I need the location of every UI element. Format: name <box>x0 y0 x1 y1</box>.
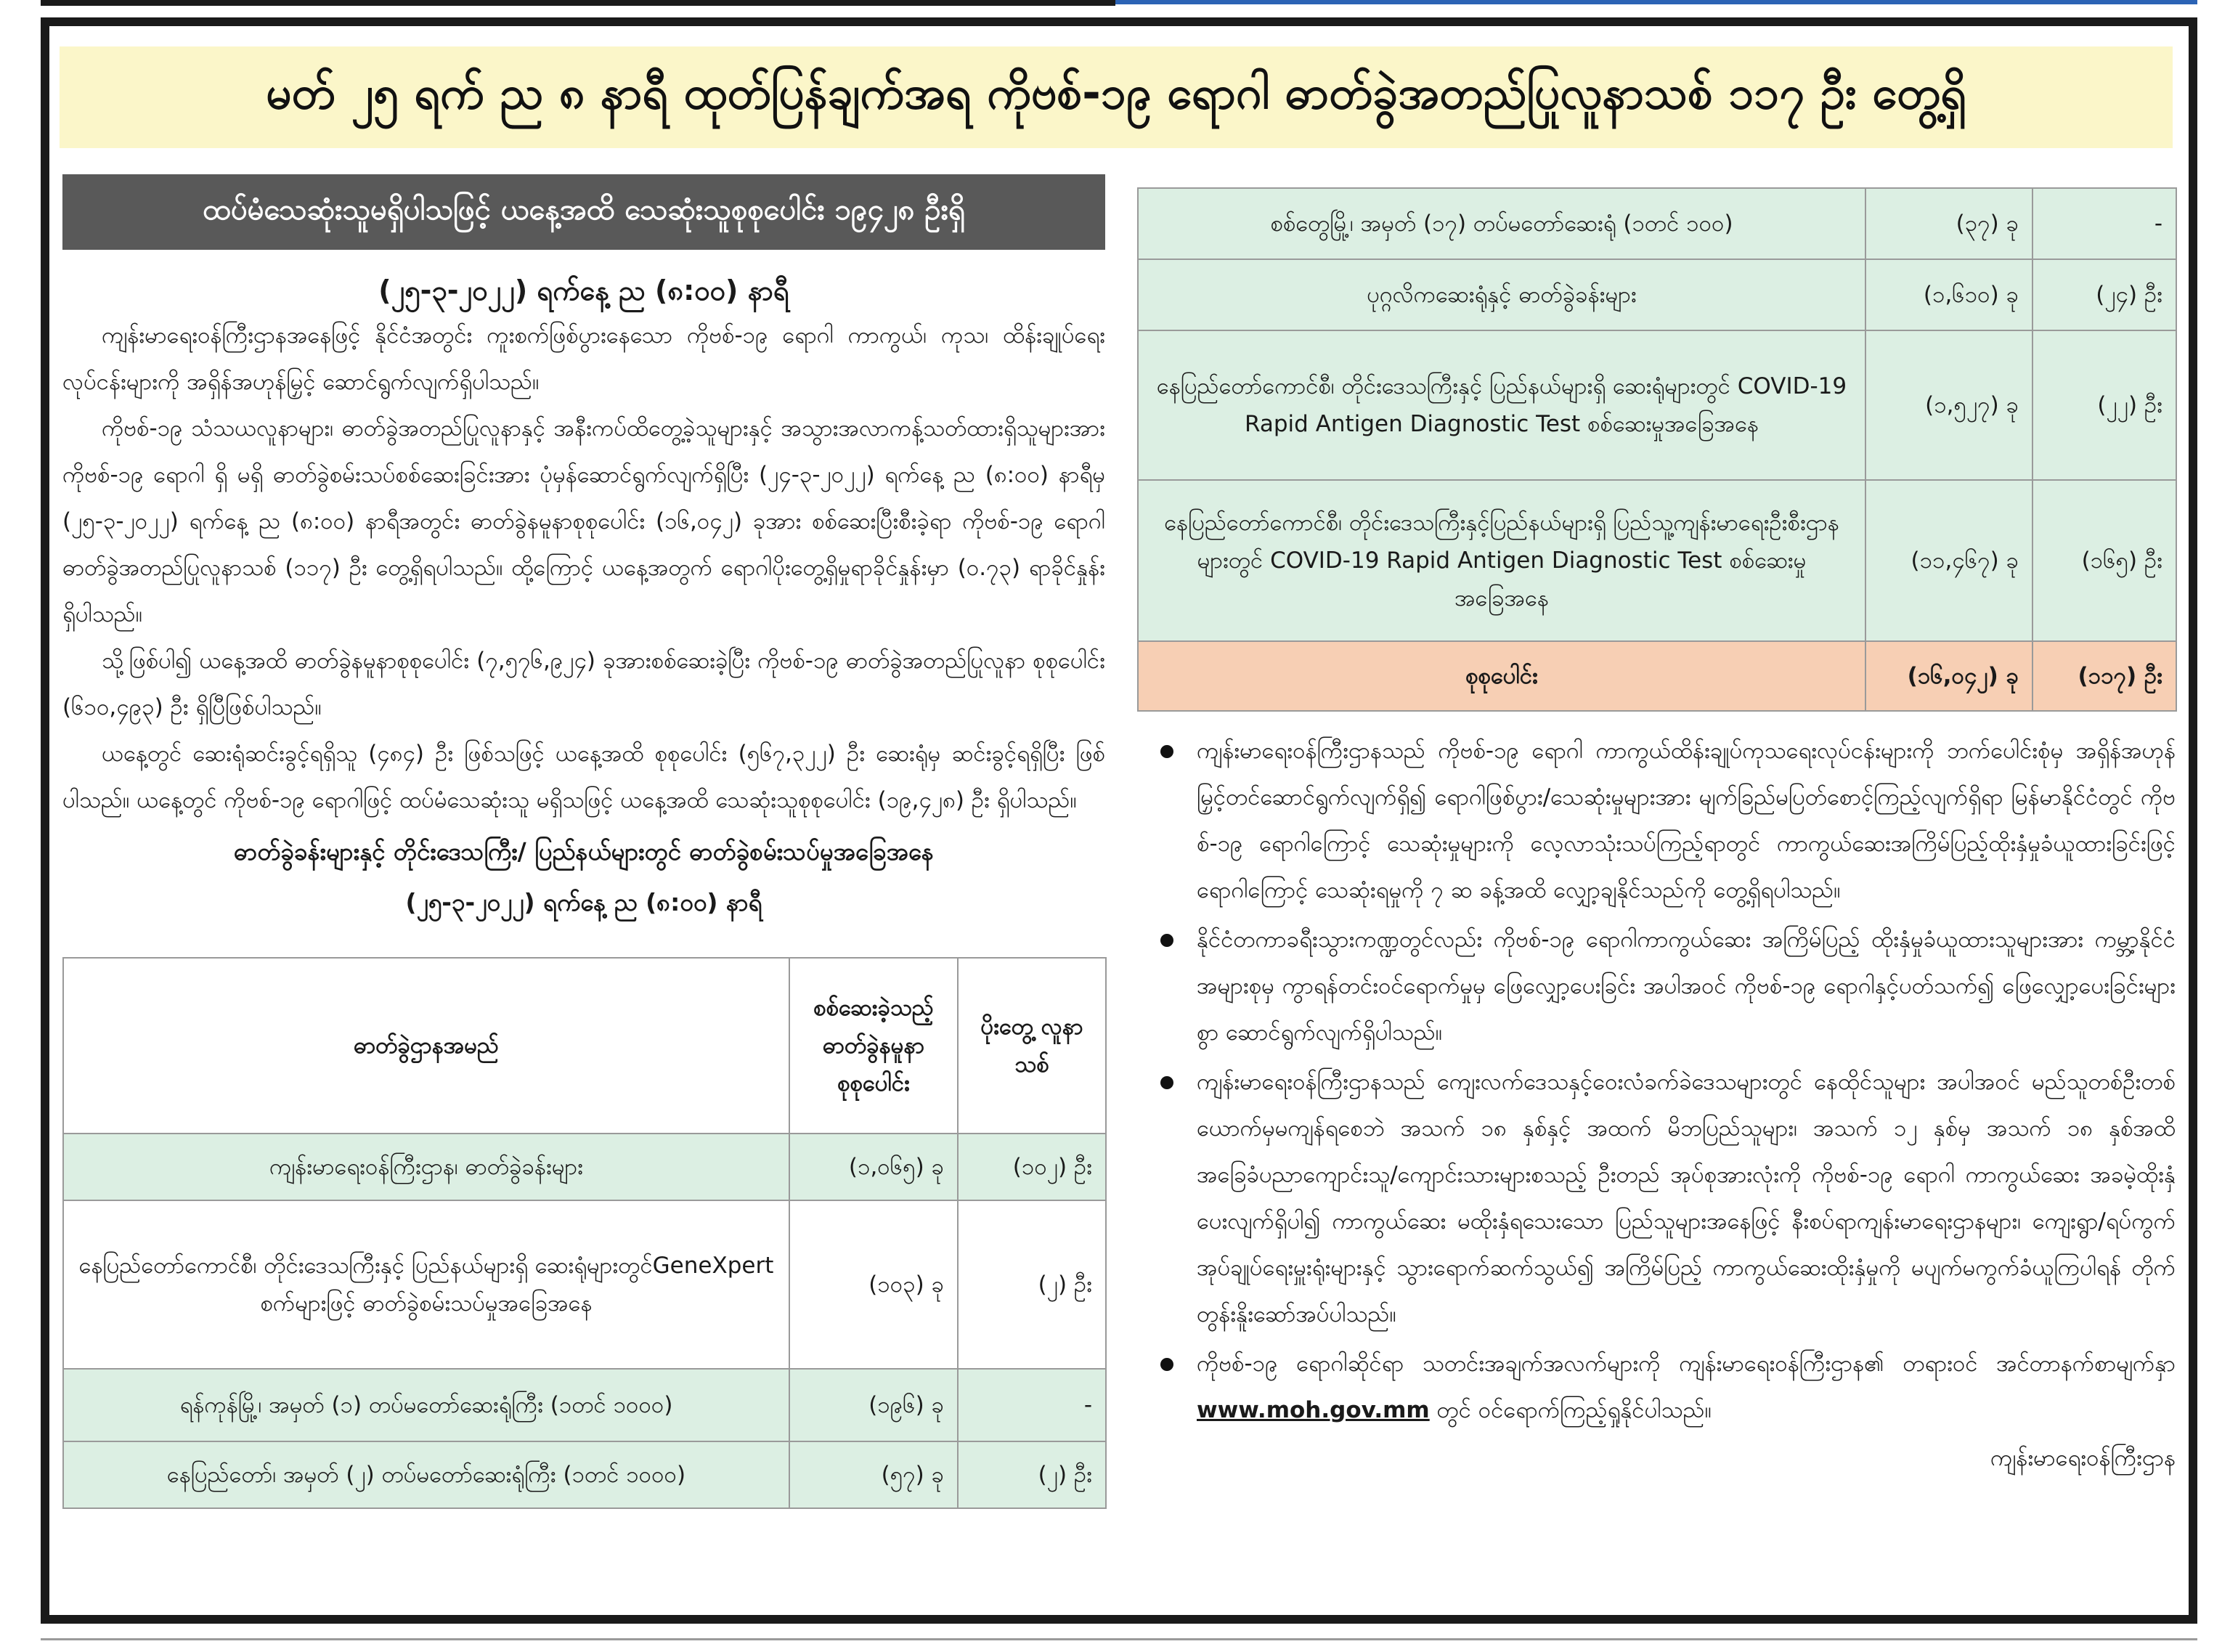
tests-count: (၁,၆၁၀) ခု <box>1865 259 2032 330</box>
lab-name: ရန်ကုန်မြို့၊ အမှတ် (၁) တပ်မတော်ဆေးရုံကြီး (၁တင် ၁၀၀၀) <box>63 1369 789 1441</box>
last-bullet-text: ကိုဗစ်-၁၉ ရောဂါဆိုင်ရာ သတင်းအချက်အလက်များကို ကျန်းမာရေးဝန်ကြီးဌာန၏ တရားဝင် အင်တာနက်စာမျက်နှာ <box>1197 1351 2176 1377</box>
bullet-icon <box>1160 934 1173 947</box>
column-header-lab: ဓာတ်ခွဲဌာနအမည် <box>63 958 789 1134</box>
column-header-tests: စစ်ဆေးခဲ့သည့် ဓာတ်ခွဲနမူနာ စုစုပေါင်း <box>789 958 958 1134</box>
lab-name: နေပြည်တော်ကောင်စီ၊ တိုင်းဒေသကြီးနှင့် ပြည်နယ်များရှိ ဆေးရုံများတွင် COVID-19 Rapid Antigen Diagnostic Test စစ်ဆေးမှုအခြေအနေ <box>1138 330 1865 480</box>
notice-list <box>1137 728 2176 1433</box>
total-tests: (၁၆,၀၄၂) ခု <box>1865 641 2032 711</box>
lab-name: ကျန်းမာရေးဝန်ကြီးဌာန၊ ဓာတ်ခွဲခန်းများ <box>63 1134 789 1200</box>
list-item <box>1137 1340 2176 1433</box>
lab-name: နေပြည်တော်ကောင်စီ၊ တိုင်းဒေသကြီးနှင့်ပြည်နယ်များရှိ ပြည်သူ့ကျန်းမာရေးဦးစီးဌာနများတွင် COVID-19 Rapid Antigen Diagnostic Test စစ်ဆေးမှုအခြေအနေ <box>1138 480 1865 641</box>
positive-count: (၁၀၂) ဦး <box>958 1134 1106 1200</box>
total-positives: (၁၁၇) ဦး <box>2032 641 2176 711</box>
positive-count: (၂၂) ဦး <box>2032 330 2176 480</box>
table-total-row <box>1138 641 2176 711</box>
positive-count: (၂) ဦး <box>958 1441 1106 1508</box>
report-dateline: (၂၅-၃-၂၀၂၂) ရက်နေ့ ည (၈:၀၀) နာရီ <box>378 274 789 306</box>
table-row <box>63 1441 1106 1508</box>
tests-count: (၁၉၆) ခု <box>789 1369 958 1441</box>
positive-count: (၁၆၅) ဦး <box>2032 480 2176 641</box>
lab-name: စစ်တွေမြို့၊ အမှတ် (၁၇) တပ်မတော်ဆေးရုံ (၁တင် ၁၀၀) <box>1138 188 1865 259</box>
paragraph-3: သို့ဖြစ်ပါ၍ ယနေ့အထိ ဓာတ်ခွဲနမူနာစုစုပေါင်း (၇,၅၇၆,၉၂၄) ခုအားစစ်ဆေးခဲ့ပြီး ကိုဗစ်-၁၉ ဓာတ်ခွဲအတည်ပြုလူနာ စုစုပေါင်း (၆၁၀,၄၉၃) ဦး ရှိပြီဖြစ်ပါသည်။ <box>62 648 1105 720</box>
bullet-icon <box>1160 745 1173 758</box>
table-date: (၂၅-၃-၂၀၂၂) ရက်နေ့ ည (၈:၀၀) နာရီ <box>405 888 762 916</box>
positive-count: - <box>2032 188 2176 259</box>
tests-count: (၁,၀၆၅) ခု <box>789 1134 958 1200</box>
left-column <box>62 174 1105 1509</box>
lab-name: နေပြည်တော်၊ အမှတ် (၂) တပ်မတော်ဆေးရုံကြီး (၁တင် ၁၀၀၀) <box>63 1441 789 1508</box>
tests-count: (၁,၅၂၇) ခု <box>1865 330 2032 480</box>
table-row <box>1138 330 2176 480</box>
lab-name: ပုဂ္ဂလိကဆေးရုံနှင့် ဓာတ်ခွဲခန်းများ <box>1138 259 1865 330</box>
bottom-rule <box>41 1638 2197 1640</box>
lab-testing-table <box>62 957 1107 1509</box>
lab-testing-table-continued <box>1137 187 2177 712</box>
last-bullet-text-end: တွင် ဝင်ရောက်ကြည့်ရှုနိုင်ပါသည်။ <box>1429 1397 1712 1423</box>
list-item: ကျန်းမာရေးဝန်ကြီးဌာနသည် ကိုဗစ်-၁၉ ရောဂါ ကာကွယ်ထိန်းချုပ်ကုသရေးလုပ်ငန်းများကို ဘက်ပေါင်းစုံမှ အရှိန်အဟုန်မြှင့်တင်ဆောင်ရွက်လျက်ရှိ၍ ရောဂါဖြစ်ပွား/သေဆုံးမှုများအား မျက်ခြည်မပြတ်စောင့်ကြည့်လျက်ရှိရာ မြန်မာနိုင်ငံတွင် ကိုဗစ်-၁၉ ရောဂါကြောင့် သေဆုံးမှုများကို လေ့လာသုံးသပ်ကြည့်ရာတွင် ကာကွယ်ဆေးအကြိမ်ပြည့်ထိုးနှံမှုခံယူထားခြင်းဖြင့် ရောဂါကြောင့် သေဆုံးရမှုကို ၇ ဆ ခန့်အထိ လျှော့ချနိုင်သည်ကို တွေ့ရှိရပါသည်။ <box>1137 728 2176 914</box>
table-row <box>1138 188 2176 259</box>
paragraph-4: ယနေ့တွင် ဆေးရုံဆင်းခွင့်ရရှိသူ (၄၈၄) ဦး ဖြစ်သဖြင့် ယနေ့အထိ စုစုပေါင်း (၅၆၇,၃၂၂) ဦး ဆေးရုံမှ ဆင်းခွင့်ရရှိပြီး ဖြစ်ပါသည်။ ယနေ့တွင် ကိုဗစ်-၁၉ ရောဂါဖြင့် ထပ်မံသေဆုံးသူ မရှိသဖြင့် ယနေ့အထိ သေဆုံးသူစုစုပေါင်း (၁၉,၄၂၈) ဦး ရှိပါသည်။ <box>62 741 1105 813</box>
tests-count: (၃၇) ခု <box>1865 188 2032 259</box>
table-row <box>63 1134 1106 1200</box>
positive-count: (၂) ဦး <box>958 1200 1106 1369</box>
tests-count: (၁၁,၄၆၇) ခု <box>1865 480 2032 641</box>
lab-name: နေပြည်တော်ကောင်စီ၊ တိုင်းဒေသကြီးနှင့် ပြည်နယ်များရှိ ဆေးရုံများတွင်GeneXpert စက်များဖြင့် ဓာတ်ခွဲစမ်းသပ်မှုအခြေအနေ <box>63 1200 789 1369</box>
table-row <box>1138 259 2176 330</box>
top-rule-blue <box>1115 0 2197 4</box>
bullet-icon <box>1160 1076 1173 1089</box>
positive-count: - <box>958 1369 1106 1441</box>
signature: ကျန်းမာရေးဝန်ကြီးဌာန <box>1990 1445 2176 1471</box>
table-row <box>63 1369 1106 1441</box>
tests-count: (၁၀၃) ခု <box>789 1200 958 1369</box>
moh-website-link[interactable]: www.moh.gov.mm <box>1197 1397 1430 1423</box>
table-title: ဓာတ်ခွဲခန်းများနှင့် တိုင်းဒေသကြီး/ ပြည်နယ်များတွင် ဓာတ်ခွဲစမ်းသပ်မှုအခြေအနေ <box>234 837 934 866</box>
right-column <box>1137 187 2176 1480</box>
bullet-icon <box>1160 1358 1173 1371</box>
positive-count: (၂၄) ဦး <box>2032 259 2176 330</box>
paragraph-2: ကိုဗစ်-၁၉ သံသယလူနာများ၊ ဓာတ်ခွဲအတည်ပြုလူနာနှင့် အနီးကပ်ထိတွေ့ခဲ့သူများနှင့် အသွားအလာကန့်သတ်ထားရှိသူများအား ကိုဗစ်-၁၉ ရောဂါ ရှိ မရှိ ဓာတ်ခွဲစမ်းသပ်စစ်ဆေးခြင်းအား ပုံမှန်ဆောင်ရွက်လျက်ရှိပြီး (၂၄-၃-၂၀၂၂) ရက်နေ့ ည (၈:၀၀) နာရီမှ (၂၅-၃-၂၀၂၂) ရက်နေ့ ည (၈:၀၀) နာရီအတွင်း ဓာတ်ခွဲနမူနာစုစုပေါင်း (၁၆,၀၄၂) ခုအား စစ်ဆေးပြီးစီးခဲ့ရာ ကိုဗစ်-၁၉ ရောဂါ ဓာတ်ခွဲအတည်ပြုလူနာသစ် (၁၁၇) ဦး တွေ့ရှိရပါသည်။ ထို့ကြောင့် ယနေ့အတွက် ရောဂါပိုးတွေ့ရှိမှုရာခိုင်နှုန်းမှာ (၀.၇၃) ရာခိုင်နှုန်း ရှိပါသည်။ <box>62 415 1105 627</box>
list-item: ကျန်းမာရေးဝန်ကြီးဌာနသည် ကျေးလက်ဒေသနှင့်ဝေးလံခက်ခဲဒေသများတွင် နေထိုင်သူများ အပါအဝင် မည်သူတစ်ဦးတစ်ယောက်မှမကျန်ရစေဘဲ အသက် ၁၈ နှစ်နှင့် အထက် မိဘပြည်သူများ၊ အသက် ၁၂ နှစ်မှ အသက် ၁၈ နှစ်အထိ အခြေခံပညာကျောင်းသူ/ကျောင်းသားများစသည့် ဦးတည် အုပ်စုအားလုံးကို ကိုဗစ်-၁၉ ရောဂါ ကာကွယ်ဆေး အခမဲ့ထိုးနှံပေးလျက်ရှိပါ၍ ကာကွယ်ဆေး မထိုးနှံရသေးသော ပြည်သူများအနေဖြင့် နီးစပ်ရာကျန်းမာရေးဌာနများ၊ ကျေးရွာ/ရပ်ကွက် အုပ်ချုပ်ရေးမှူးရုံးများနှင့် သွားရောက်ဆက်သွယ်၍ အကြိမ်ပြည့် ကာကွယ်ဆေးထိုးနှံမှုကို မပျက်မကွက်ခံယူကြပါရန် တိုက်တွန်းနိူးဆော်အပ်ပါသည်။ <box>1137 1059 2176 1338</box>
tests-count: (၅၇) ခု <box>789 1441 958 1508</box>
table-row <box>1138 480 2176 641</box>
table-row <box>63 1200 1106 1369</box>
headline: မတ် ၂၅ ရက် ည ၈ နာရီ ထုတ်ပြန်ချက်အရ ကိုဗစ်-၁၉ ရောဂါ ဓာတ်ခွဲအတည်ပြုလူနာသစ် ၁၁၇ ဦး တွေ့ရှိ <box>60 46 2173 148</box>
column-header-positives: ပိုးတွေ့ လူနာသစ် <box>958 958 1106 1134</box>
total-label: စုစုပေါင်း <box>1138 641 1865 711</box>
subheading: ထပ်မံသေဆုံးသူမရှိပါသဖြင့် ယနေ့အထိ သေဆုံးသူစုစုပေါင်း ၁၉၄၂၈ ဦးရှိ <box>62 174 1105 250</box>
paragraph-1: ကျန်းမာရေးဝန်ကြီးဌာနအနေဖြင့် နိုင်ငံအတွင်း ကူးစက်ဖြစ်ပွားနေသော ကိုဗစ်-၁၉ ရောဂါ ကာကွယ်၊ ကုသ၊ ထိန်းချုပ်ရေးလုပ်ငန်းများကို အရှိန်အဟုန်မြှင့် ဆောင်ရွက်လျက်ရှိပါသည်။ <box>62 322 1105 395</box>
list-item: နိုင်ငံတကာခရီးသွားကဏ္ဍတွင်လည်း ကိုဗစ်-၁၉ ရောဂါကာကွယ်ဆေး အကြိမ်ပြည့် ထိုးနှံမှုခံယူထားသူများအား ကမ္ဘာ့နိုင်ငံအများစုမှ ကွာရန်တင်းဝင်ရောက်မှုမှ ဖြေလျှော့ပေးခြင်း အပါအဝင် ကိုဗစ်-၁၉ ရောဂါနှင့်ပတ်သက်၍ ဖြေလျှော့ပေးခြင်းများစွာ ဆောင်ရွက်လျက်ရှိပါသည်။ <box>1137 916 2176 1056</box>
top-rule-dark <box>41 0 1115 6</box>
